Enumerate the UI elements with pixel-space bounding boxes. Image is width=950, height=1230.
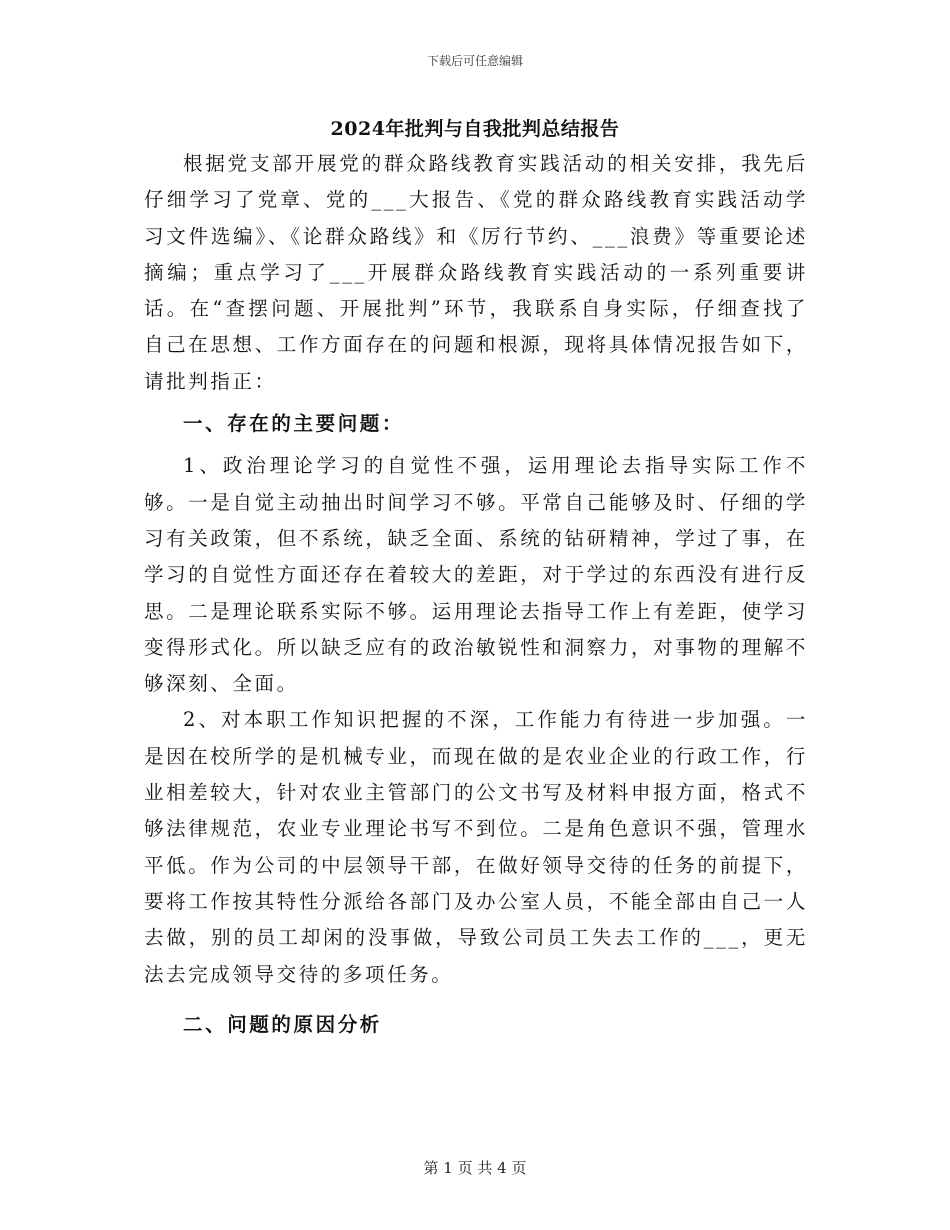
document-body bbox=[144, 146, 808, 1049]
section-heading-cause-analysis: 二、问题的原因分析 bbox=[183, 1012, 382, 1036]
header-note: 下载后可任意编辑 bbox=[426, 54, 523, 68]
problem-paragraph-1: 1、政治理论学习的自觉性不强，运用理论去指导实际工作不够。一是自觉主动抽出时间学习不够。平常自己能够及时、仔细的学习有关政策，但不系统，缺乏全面、系统的钻研精神，学过了事，在学习的自觉性方面还存在着较大的差距，对于学过的东西没有进行反思。二是理论联系实际不够。运用理论去指导工作上有差距，使学习变得形式化。所以缺乏应有的政治敏锐性和洞察力，对事物的理解不够深刻、全面。 bbox=[144, 454, 808, 696]
section-heading-main-problems: 一、存在的主要问题： bbox=[183, 412, 405, 436]
intro-paragraph: 根据党支部开展党的群众路线教育实践活动的相关安排，我先后仔细学习了党章、党的___大报告、《党的群众路线教育实践活动学习文件选编》、《论群众路线》和《厉行节约、___浪费》等重要论述摘编；重点学习了___开展群众路线教育实践活动的一系列重要讲话。在“查摆问题、开展批判”环节，我联系自身实际，仔细查找了自己在思想、工作方面存在的问题和根源，现将具体情况报告如下，请批判指正： bbox=[144, 152, 808, 393]
page-number-footer: 第 1 页 共 4 页 bbox=[423, 1159, 527, 1177]
document-title: 2024年批判与自我批判总结报告 bbox=[330, 118, 620, 140]
problem-paragraph-2: 2、对本职工作知识把握的不深，工作能力有待进一步加强。一是因在校所学的是机械专业，而现在做的是农业企业的行政工作，行业相差较大，针对农业主管部门的公文书写及材料申报方面，格式不够法律规范，农业专业理论书写不到位。二是角色意识不强，管理水平低。作为公司的中层领导干部，在做好领导交待的任务的前提下，要将工作按其特性分派给各部门及办公室人员，不能全部由自己一人去做，别的员工却闲的没事做，导致公司员工失去工作的___，更无法去完成领导交待的多项任务。 bbox=[144, 708, 808, 986]
